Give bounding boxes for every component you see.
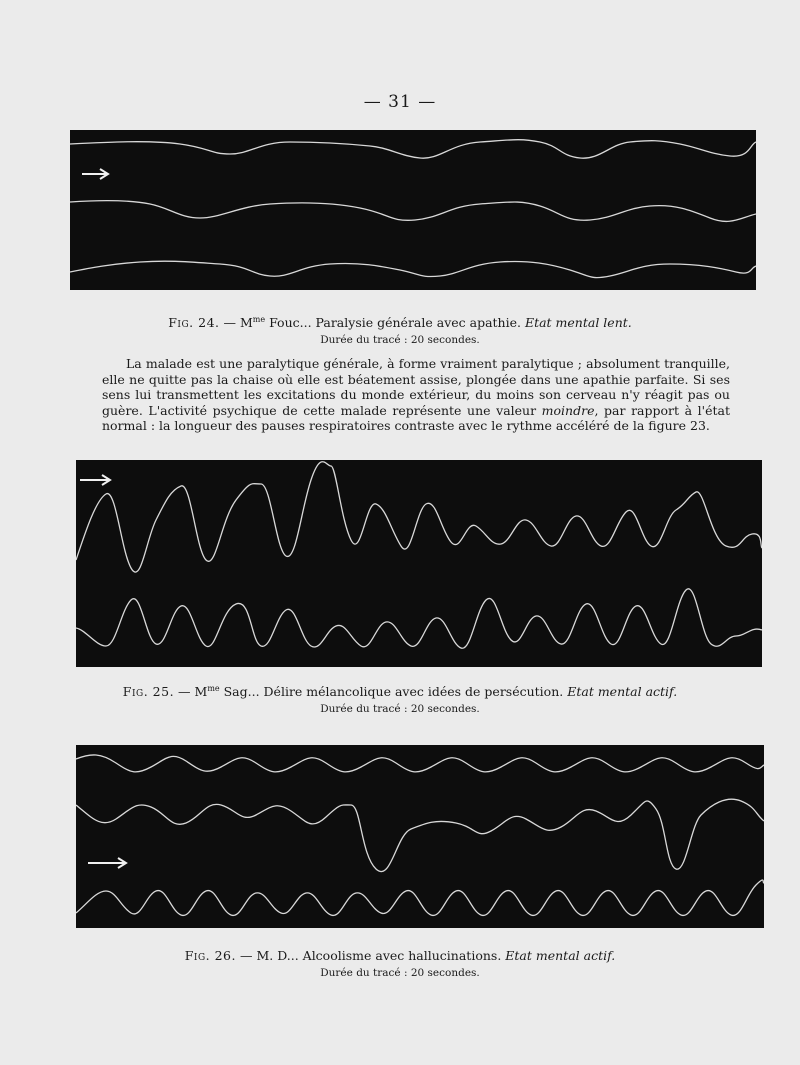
figure-label: Fig. 24. [168,315,220,331]
figure-subject: — M [223,315,253,331]
figure-subject: — M [178,684,208,700]
tracing-figure-25 [76,460,762,667]
figure-26-duration: Durée du tracé : 20 secondes. [320,967,480,979]
respiration-trace-3 [76,880,764,915]
paragraph-part-2: , par rapport à l'état normal : la longueur des pauses respiratoires contraste avec le rythme accéléré de la figure 23. [102,402,730,433]
page-number: — 31 — [363,92,437,112]
respiration-trace-1 [76,755,764,772]
tracing-figure-26 [76,745,764,928]
figure-24-duration: Durée du tracé : 20 secondes. [320,334,480,346]
respiration-trace-2 [76,799,764,871]
figure-25-duration: Durée du tracé : 20 secondes. [320,703,480,715]
figure-subject: — M. D... [239,948,299,964]
tracing-figure-24 [70,130,756,290]
right-arrow-icon [82,169,108,179]
figure-24-caption [0,315,800,330]
figure-state: Etat mental actif. [505,948,616,964]
respiration-trace-2 [76,589,762,648]
figure-25-caption [0,684,800,699]
respiration-trace-3 [70,261,756,277]
figure-state: Etat mental actif. [567,684,678,700]
respiration-trace-2 [70,201,756,222]
right-arrow-icon [88,858,126,868]
right-arrow-icon [80,475,110,485]
figure-label: Fig. 26. [184,948,236,964]
figure-subject-sup: me [207,684,220,693]
figure-subject-rest: Alcoolisme avec hallucinations. [298,948,506,964]
figure-state: Etat mental lent. [524,315,632,331]
figure-subject-rest: Sag... Délire mélancolique avec idées de persécution. [219,684,568,700]
paragraph-part-1: La malade est une paralytique générale, à forme vraiment paralytique ; absolument tranquille, elle ne quitte pas la chaise où elle est béatement assise, plongée dans une apathie parfaite. Si ses sens lui transmettent les excitations du monde extérieur, du moins son cerveau n'y réagit pas ou guère. L'activité psychique de cette malade représente une valeur [102,356,730,418]
paragraph-emphasis: moindre [541,402,595,418]
figure-subject-rest: Fouc... Paralysie générale avec apathie. [265,315,525,331]
body-paragraph [102,356,730,434]
figure-label: Fig. 25. [122,684,175,700]
respiration-trace-1 [76,462,762,572]
figure-subject-sup: me [252,315,266,324]
figure-26-caption [0,948,800,963]
respiration-trace-1 [70,140,756,158]
